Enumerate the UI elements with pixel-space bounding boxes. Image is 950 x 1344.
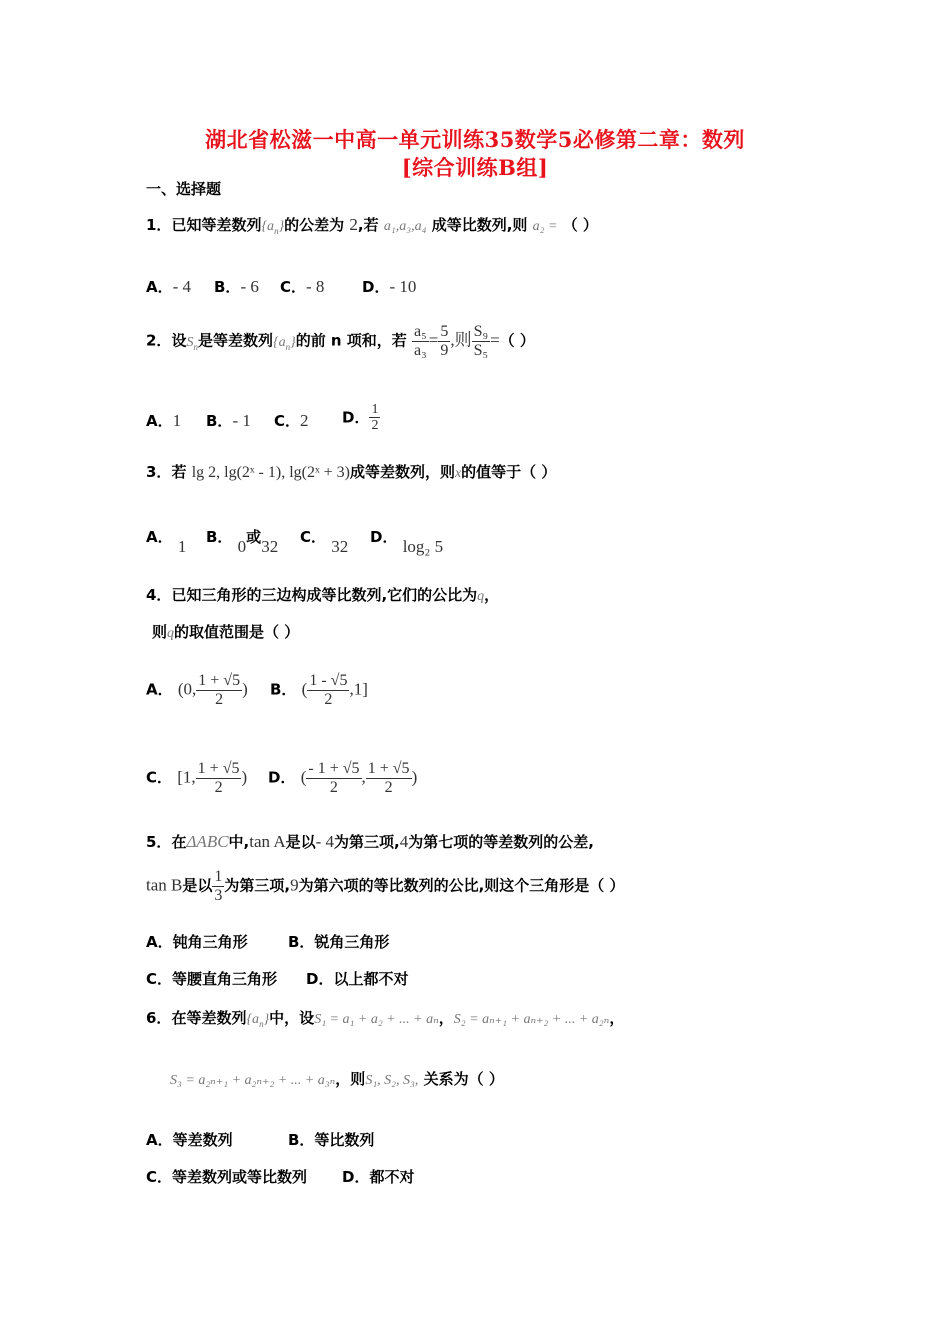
q3-number: 3． [146,463,172,481]
q6-comma1: ， [438,1009,454,1027]
q6-comma2: ， [609,1009,625,1027]
q6-s1: S₁ = a₁ + a₂ + ... + aₙ [314,1012,439,1027]
q6-option-a: A．等差数列 [146,1131,233,1149]
q4-q: q [477,589,485,604]
doc-title-line2: [综合训练B组] [401,155,549,180]
question-6-line2 [170,1068,504,1089]
q1-ask: a₂ = [532,219,558,234]
question-5-line2 [146,868,625,904]
q2-frac-a5-a3: $\frac{\text{a₅}}{\text{a₃}}$ [414,323,427,359]
q2-sn: $S_n$ [186,334,198,352]
q6-s2: S₂ = aₙ₊₁ + aₙ₊₂ + ... + a₂ₙ [453,1012,610,1027]
q1-option-d: D．- 10 [362,277,417,296]
q5-text7: 为第三项, [224,876,291,895]
q6-text1: 在等差数列 [171,1009,247,1027]
q5-number: 5． [146,833,172,851]
q5-text6: 是以 [182,876,213,895]
q2-text2: 是等差数列 [197,331,273,350]
q6-text3: ，则 [335,1070,366,1088]
q2-paren: （ ） [499,331,535,350]
q1-terms: a₁,a₃,a₄ [383,219,427,234]
question-1 [146,214,598,236]
q2-equals: = [428,330,439,350]
q6-number: 6． [146,1009,172,1027]
q4-text2: ， [484,586,500,604]
q3-text3: 的值等于（ ） [461,463,557,481]
q2-option-d: D． $\frac{1}{2}$ [342,402,379,434]
q5-v1: - 4 [315,832,335,851]
q5-v2: 4 [399,832,409,851]
q6-option-d: D．都不对 [342,1168,415,1186]
q6-seq: $\{a_n\}$ [246,1012,270,1029]
q3-text1: 若 [171,463,187,481]
q1-text4: 成等比数列,则 [431,216,528,234]
q4-option-c: C． [1, $\frac{1 + √5}{2}$ ) [146,760,248,796]
question-4 [146,584,499,605]
q2-number: 2． [146,331,172,350]
doc-title-line1: 湖北省松滋一中高一单元训练35数学5必修第二章：数列 [205,127,745,152]
q5-option-d: D．以上都不对 [306,970,409,988]
question-6 [146,1007,624,1029]
q5-tanB: tan B [146,875,183,895]
q4-option-a: A． (0, $\frac{1 + √5}{2}$ ) [146,672,248,708]
q5-text8: 为第六项的等比数列的公比,则这个三角形是（ ） [298,876,625,895]
q4-number: 4． [146,586,172,604]
q6-s123: S₁, S₂, S₃, [365,1073,419,1088]
q2-option-c: C．2 [274,411,309,430]
section-heading: 一、选择题 [146,180,222,198]
q1-paren: （ ） [562,216,598,234]
q2-option-b: B．- 1 [206,411,251,430]
q5-option-b: B．锐角三角形 [288,933,390,951]
q5-frac: $\frac{1}{3}$ [214,868,223,904]
q5-text5: 为第七项的等差数列的公差, [408,833,594,851]
q5-v3: 9 [290,875,299,895]
q2-seq: $\{a_n\}$ [272,334,296,352]
q4-option-d: D． ( $\frac{- 1 + √5}{2}$ , $\frac{1 + √5}{2}$ ) [268,760,418,796]
q2-equals2: = [490,330,500,350]
q1-option-b: B．- 6 [214,277,259,296]
q4-option-b: B． ( $\frac{1 - √5}{2}$ ,1] [270,672,368,708]
q1-option-c: C．- 8 [280,277,325,296]
q2-option-a: A．1 [146,411,182,430]
q1-text1: 已知等差数列 [171,216,262,234]
q1-d: 2 [349,215,358,234]
q3-option-b: B． 0或32 [206,528,279,556]
q3-x: x [454,466,462,481]
q1-number: 1． [146,216,172,234]
question-5 [146,831,594,852]
q5-option-a: A．钝角三角形 [146,933,248,951]
q5-triangle: ΔABC [186,832,229,851]
q3-option-d: D． log₂ 5 [370,528,444,556]
q2-frac-5-9: $\frac{5}{9}$ [440,323,449,359]
q3-text2: 成等差数列，则 [349,463,455,481]
q4-text1: 已知三角形的三边构成等比数列,它们的公比为 [171,586,478,604]
q6-option-c: C．等差数列或等比数列 [146,1168,308,1186]
q5-text4: 为第三项, [334,833,400,851]
q4-q2: q [167,626,175,641]
q1-text3: ,若 [357,216,379,234]
q3-option-c: C． 32 [300,528,349,556]
q2-then: ,则 [450,330,472,350]
q2-text1: 设 [171,331,187,350]
q6-s3: S₃ = a₂ₙ₊₁ + a₂ₙ₊₂ + ... + a₃ₙ [170,1073,336,1088]
q4-text4: 的取值范围是（ ） [174,623,300,641]
q3-option-a: A． 1 [146,528,187,556]
question-4-line2 [152,621,299,642]
question-3 [146,461,556,482]
q2-frac-s9-s5: $\frac{\text{S₉}}{\text{S₅}}$ [473,323,489,359]
q5-text2: 中, [228,833,250,851]
q1-text2: 的公差为 [284,216,345,234]
q6-text4: 关系为（ ） [423,1070,504,1088]
q6-option-b: B．等比数列 [288,1131,375,1149]
q4-text3: 则 [152,623,168,641]
q1-seq: $\{a_n\}$ [261,219,285,236]
q5-tanA: tan A [249,832,286,851]
q3-expr: lg 2, lg(2ˣ - 1), lg(2ˣ + 3) [191,464,350,481]
q5-option-c: C．等腰直角三角形 [146,970,278,988]
q5-text1: 在 [171,833,187,851]
q6-text2: 中，设 [269,1009,315,1027]
question-2 [146,323,535,359]
q1-option-a: A．- 4 [146,277,192,296]
q2-text3: 的前 n 项和，若 [295,331,407,350]
q5-text3: 是以 [285,833,316,851]
